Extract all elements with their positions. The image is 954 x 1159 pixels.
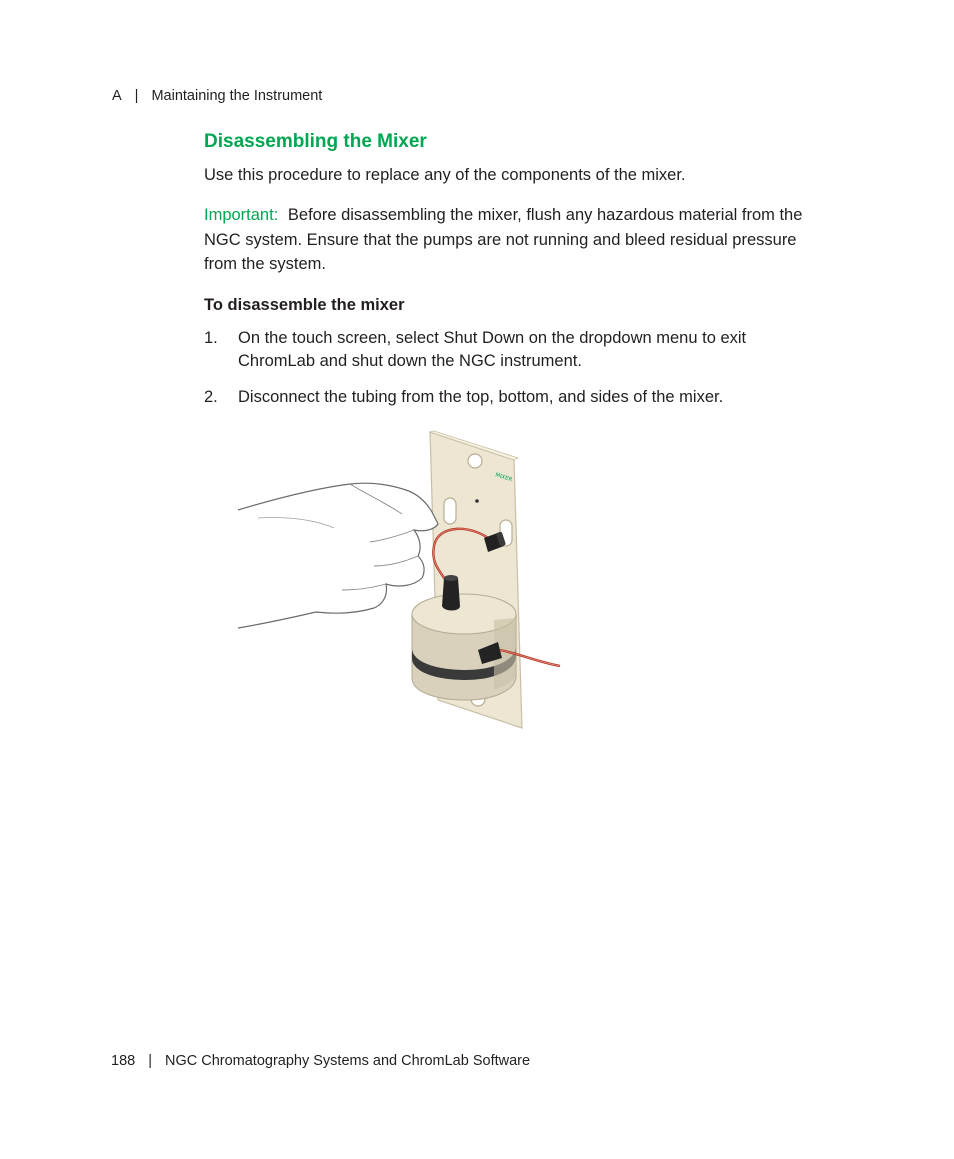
page-number: 188 [111,1053,136,1069]
panel-slot-left [444,498,456,524]
important-text: Before disassembling the mixer, flush any hazardous material from the NGC system. Ensure that the pumps are not running and bleed residual pressure from the system. [204,206,803,273]
step-number: 1. [204,328,218,347]
step-text: On the touch screen, select Shut Down on the dropdown menu to exit ChromLab and shut down the NGC instrument. [238,328,747,370]
procedure-title: To disassemble the mixer [204,295,405,314]
footer-separator: | [148,1053,152,1069]
section-title: Disassembling the Mixer [204,131,427,152]
header-section: Maintaining the Instrument [151,88,323,104]
mixer-figure-svg [238,428,568,734]
mixer-illustration [238,428,568,734]
hand-outline [238,483,438,628]
panel-label: MIXER [494,472,513,484]
important-note [204,203,814,277]
running-header [112,88,322,104]
step-item [204,386,814,410]
header-chapter: A [112,88,122,104]
main-content [204,130,814,421]
step-number: 2. [204,387,218,406]
footer-title: NGC Chromatography Systems and ChromLab Software [164,1053,531,1069]
step-item [204,327,814,374]
important-label: Important: [204,206,279,224]
fitting-mixer-top [442,578,460,611]
steps-list [204,327,814,410]
screw-hole-top [468,454,482,468]
header-separator: | [134,88,139,104]
running-footer [111,1053,530,1069]
intro-paragraph: Use this procedure to replace any of the components of the mixer. [204,166,686,184]
step-text: Disconnect the tubing from the top, bottom, and sides of the mixer. [238,387,724,406]
